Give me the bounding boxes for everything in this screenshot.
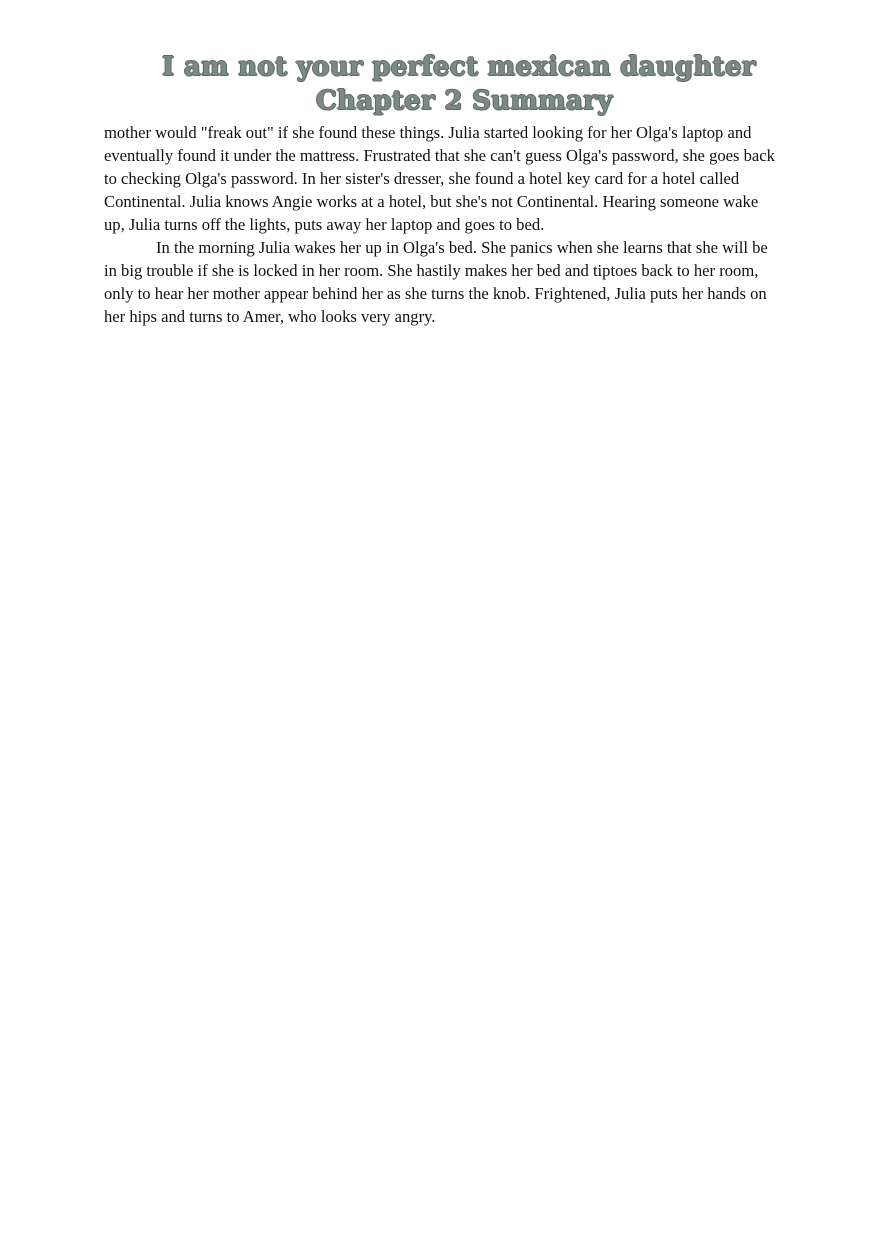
document-body [104,121,776,328]
paragraph-1: mother would "freak out" if she found these things. Julia started looking for her Olga's laptop and eventually found it under the mattress. Frustrated that she can't guess Olga's password, she goes back to checking Olga's password. In her sister's dresser, she found a hotel key card for a hotel called Continental. Julia knows Angie works at a hotel, but she's not Continental. Hearing someone wake up, Julia turns off the lights, puts away her laptop and goes to bed. [104,123,775,234]
document-title: I am not your perfect mexican daughter [162,52,756,82]
document-subtitle: Chapter 2 Summary [316,86,613,116]
paragraph-2: In the morning Julia wakes her up in Olga's bed. She panics when she learns that she will be in big trouble if she is locked in her room. She hastily makes her bed and tiptoes back to her room, only to hear her mother appear behind her as she turns the knob. Frightened, Julia puts her hands on her hips and turns to Amer, who looks very angry. [104,238,768,326]
